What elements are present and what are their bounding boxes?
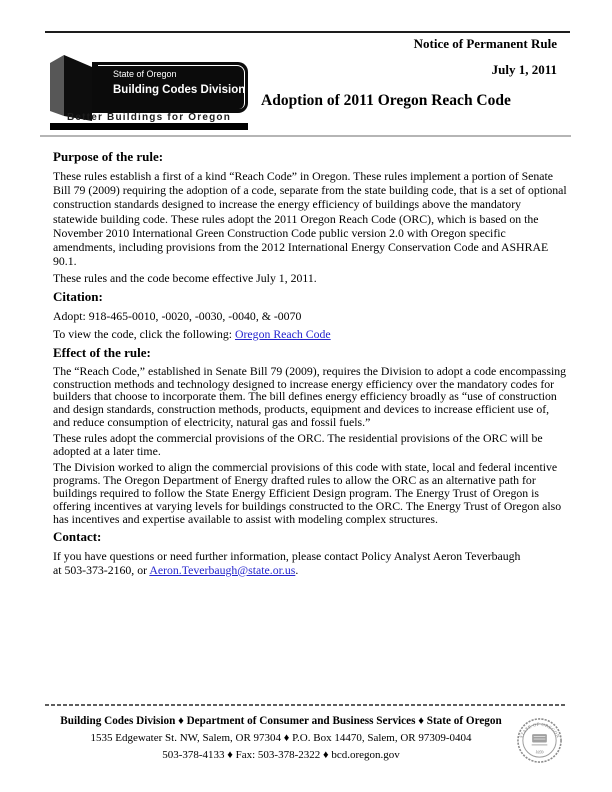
header-meta <box>414 36 557 78</box>
oregon-state-seal-icon <box>516 717 563 764</box>
contact-text <box>53 549 567 577</box>
seal-top-text: STATE OF OREGON <box>518 721 561 739</box>
effect-heading: Effect of the rule: <box>53 344 151 360</box>
contact-heading: Contact: <box>53 528 102 544</box>
notice-type: Notice of Permanent Rule <box>413 36 557 51</box>
citation-view-line <box>53 327 567 342</box>
logo-state-text: State of Oregon <box>113 69 177 79</box>
purpose-paragraph-1: These rules establish a first of a kind “Reach Code” in Oregon. These rules implement a portion of Senate Bill 79 (2009) requiring the adoption of a code, separate from the state building code, that is a set of optional construction standards designed to increase the energy efficiency of buildings above the mandatory statewide building code. These rules adopt the 2011 Oregon Reach Code (ORC), which is based on the November 2010 International Green Construction Code public version 2.0 with Oregon specific amendments, including provisions from the 2012 International Energy Conservation Code and ASHRAE 90.1. <box>53 169 567 269</box>
purpose-paragraph-2: These rules and the code become effective July 1, 2011. <box>53 271 317 286</box>
logo-tagline: Better Buildings for Oregon <box>66 112 232 123</box>
effect-paragraph-3: The Division worked to align the commercial provisions of this code with state, local and federal incentive programs. The Oregon Department of Energy drafted rules to allow the ORC as an alternative path for buildings required to follow the State Energy Efficient Design program. The Energy Trust of Oregon is offering incentives at varying levels for buildings constructed to the ORC. The Energy Trust of Oregon also has incentives and expertise available to assist with modeling complex structures. <box>53 459 562 526</box>
contact-line2-suffix: . <box>295 562 299 577</box>
bcd-logo <box>48 52 248 130</box>
top-divider <box>45 31 570 33</box>
svg-text:1859 <box>535 749 544 755</box>
seal-bottom-text: 1859 <box>534 749 545 755</box>
footer-address-line: 1535 Edgewater St. NW, Salem, OR 97304 ♦ P.O. Box 14470, Salem, OR 97309-0404 <box>90 732 472 744</box>
effect-paragraph-2: These rules adopt the commercial provisions of the ORC. The residential provisions of the ORC will be adopted at a later time. <box>53 431 543 459</box>
citation-view-prefix: To view the code, click the following: <box>53 326 235 341</box>
page-title: Adoption of 2011 Oregon Reach Code <box>261 92 511 109</box>
citation-heading: Citation: <box>53 288 103 304</box>
footer-divider <box>45 704 567 706</box>
document-body <box>53 149 567 580</box>
footer-phone-line: 503-378-4133 ♦ Fax: 503-378-2322 ♦ bcd.oregon.gov <box>162 749 400 761</box>
oregon-reach-code-link[interactable]: Oregon Reach Code <box>234 326 331 341</box>
header-divider <box>40 135 571 137</box>
footer <box>45 715 517 766</box>
logo-division-text: Building Codes Division <box>113 84 246 96</box>
effect-paragraph-1: The “Reach Code,” established in Senate Bill 79 (2009), requires the Division to adopt a code encompassing construction methods and technology designed to increase energy efficiency over the mandatory codes for builders that choose to incorporate them. The bill defines energy efficiency broadly as “use of construction and design standards, construction methods, products, equipment and devices to increase efficient use of, and reduce consumption of electricity, natural gas and fossil fuels.” <box>53 363 567 430</box>
logo-box <box>92 62 248 113</box>
citation-adopt-line: Adopt: 918-465-0010, -0020, -0030, -0040, & -0070 <box>53 308 302 323</box>
footer-org-line: Building Codes Division ♦ Department of Consumer and Business Services ♦ State of Oregon <box>60 715 502 727</box>
logo-bottom-bar <box>50 123 248 130</box>
contact-line1: If you have questions or need further information, please contact Policy Analyst Aeron Teverbaugh <box>53 548 521 563</box>
notice-date: July 1, 2011 <box>491 62 557 77</box>
purpose-heading: Purpose of the rule: <box>53 149 164 164</box>
contact-line2-prefix: at 503-373-2160, or <box>53 562 150 577</box>
contact-email-link[interactable]: Aeron.Teverbaugh@state.or.us <box>149 562 296 577</box>
